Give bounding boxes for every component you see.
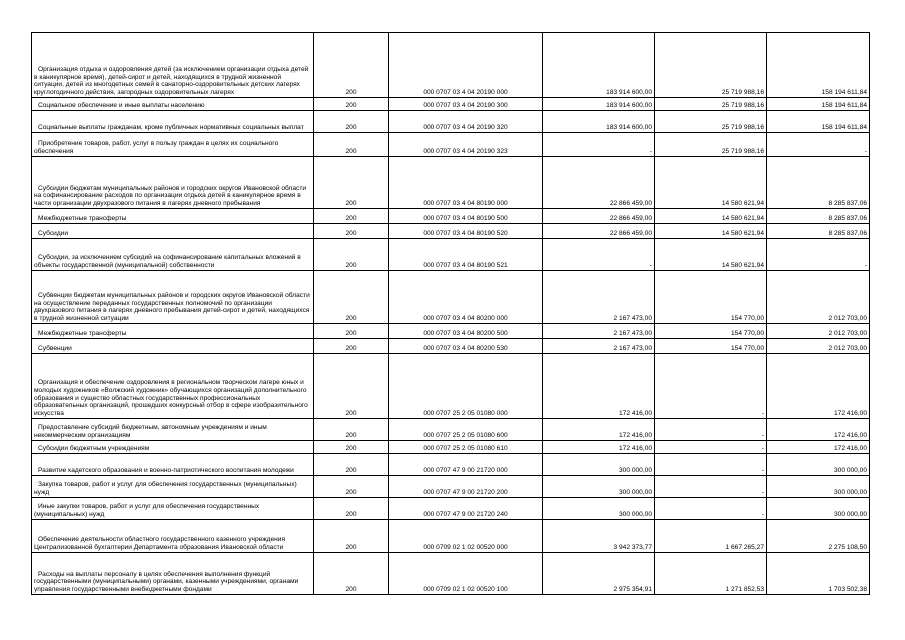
- row-name: Предоставление субсидий бюджетным, автономным учреждениям и иным некоммерческим организациям: [32, 419, 314, 441]
- row-executed: 154 770,00: [655, 324, 767, 339]
- row-full-code: 000 0707 03 4 04 80190 500: [389, 209, 543, 224]
- row-code: 200: [314, 324, 389, 339]
- row-approved: 2 975 354,91: [543, 553, 655, 595]
- row-name: Межбюджетные трансферты: [32, 324, 314, 339]
- table-row: [32, 98, 870, 111]
- row-executed: 14 580 621,94: [655, 224, 767, 239]
- row-full-code: 000 0707 47 9 00 21720 240: [389, 498, 543, 520]
- row-approved: 172 416,00: [543, 354, 655, 419]
- row-executed: -: [655, 476, 767, 498]
- row-executed: 25 719 988,16: [655, 111, 767, 133]
- row-name: Субсидии бюджетным учреждениям: [32, 441, 314, 454]
- row-code: 200: [314, 354, 389, 419]
- row-full-code: 000 0707 03 4 04 20190 000: [389, 33, 543, 98]
- table-row: [32, 339, 870, 354]
- row-approved: 2 167 473,00: [543, 271, 655, 324]
- row-full-code: 000 0707 03 4 04 80190 000: [389, 157, 543, 209]
- row-approved: 2 167 473,00: [543, 324, 655, 339]
- table-row: [32, 133, 870, 157]
- row-unexecuted: 300 000,00: [767, 498, 870, 520]
- row-approved: 22 866 459,00: [543, 209, 655, 224]
- row-full-code: 000 0707 03 4 04 80190 521: [389, 239, 543, 271]
- row-full-code: 000 0709 02 1 02 00520 100: [389, 553, 543, 595]
- row-full-code: 000 0707 03 4 04 80200 500: [389, 324, 543, 339]
- table-row: [32, 111, 870, 133]
- row-name: Социальное обеспечение и иные выплаты населению: [32, 98, 314, 111]
- row-full-code: 000 0707 25 2 05 01080 610: [389, 441, 543, 454]
- row-approved: 22 866 459,00: [543, 157, 655, 209]
- table-row: [32, 476, 870, 498]
- row-full-code: 000 0707 03 4 04 80200 530: [389, 339, 543, 354]
- row-code: 200: [314, 133, 389, 157]
- table-row: [32, 553, 870, 595]
- row-unexecuted: 300 000,00: [767, 454, 870, 476]
- table-row: [32, 224, 870, 239]
- row-executed: -: [655, 354, 767, 419]
- row-executed: -: [655, 454, 767, 476]
- row-unexecuted: 8 285 837,06: [767, 224, 870, 239]
- row-code: 200: [314, 271, 389, 324]
- row-code: 200: [314, 111, 389, 133]
- row-unexecuted: 1 703 502,38: [767, 553, 870, 595]
- row-code: 200: [314, 339, 389, 354]
- row-name: Развитие кадетского образования и военно-патриотического воспитания молодежи: [32, 454, 314, 476]
- row-approved: -: [543, 133, 655, 157]
- budget-table: [31, 32, 870, 595]
- row-unexecuted: 172 416,00: [767, 441, 870, 454]
- row-name: Субсидии, за исключением субсидий на софинансирование капитальных вложений в объекты государственной (муниципальной) собственности: [32, 239, 314, 271]
- row-approved: 300 000,00: [543, 498, 655, 520]
- table-row: [32, 498, 870, 520]
- row-unexecuted: 300 000,00: [767, 476, 870, 498]
- row-full-code: 000 0707 03 4 04 20190 323: [389, 133, 543, 157]
- row-approved: 183 914 600,00: [543, 98, 655, 111]
- row-code: 200: [314, 553, 389, 595]
- row-unexecuted: 2 275 108,50: [767, 520, 870, 553]
- row-approved: 300 000,00: [543, 454, 655, 476]
- row-approved: -: [543, 239, 655, 271]
- table-row: [32, 209, 870, 224]
- row-approved: 3 942 373,77: [543, 520, 655, 553]
- row-full-code: 000 0707 47 9 00 21720 000: [389, 454, 543, 476]
- row-full-code: 000 0707 47 9 00 21720 200: [389, 476, 543, 498]
- row-code: 200: [314, 209, 389, 224]
- row-unexecuted: 2 012 703,00: [767, 271, 870, 324]
- row-name: Социальные выплаты гражданам, кроме публичных нормативных социальных выплат: [32, 111, 314, 133]
- row-executed: -: [655, 419, 767, 441]
- row-approved: 183 914 600,00: [543, 111, 655, 133]
- row-name: Организация и обеспечение оздоровления в региональном творческом лагере юных и молодых художников «Волжский художник» обучающихся организаций дополнительного образования и существо областных государственных профессиональных образовательных организаций, прошедших конкурсный отбор в сфере изобразительного искусства: [32, 354, 314, 419]
- row-executed: 1 271 852,53: [655, 553, 767, 595]
- row-executed: 14 580 621,94: [655, 209, 767, 224]
- row-executed: -: [655, 441, 767, 454]
- row-name: Приобретение товаров, работ, услуг в пользу граждан в целях их социального обеспечения: [32, 133, 314, 157]
- row-code: 200: [314, 33, 389, 98]
- row-full-code: 000 0709 02 1 02 00520 000: [389, 520, 543, 553]
- row-code: 200: [314, 239, 389, 271]
- row-name: Субсидии бюджетам муниципальных районов и городских округов Ивановской области на софинансирование расходов по организации отдыха детей в каникулярное время в части организации двухразового питания в лагерях дневного пребывания: [32, 157, 314, 209]
- row-name: Субвенции бюджетам муниципальных районов и городских округов Ивановской области на осуществление переданных государственных полномочий по организации двухразового питания в лагерях дневного пребывания детей-сирот и детей, находящихся в трудной жизненной ситуации: [32, 271, 314, 324]
- row-approved: 172 416,00: [543, 419, 655, 441]
- row-approved: 172 416,00: [543, 441, 655, 454]
- table-row: [32, 441, 870, 454]
- row-name: Расходы на выплаты персоналу в целях обеспечения выполнения функций государственными (муниципальными) органами, казенными учреждениями, органами управления государственными внебюджетными фондами: [32, 553, 314, 595]
- table-row: [32, 271, 870, 324]
- row-unexecuted: 172 416,00: [767, 354, 870, 419]
- row-code: 200: [314, 454, 389, 476]
- row-unexecuted: 8 285 837,06: [767, 157, 870, 209]
- row-code: 200: [314, 498, 389, 520]
- row-unexecuted: 2 012 703,00: [767, 339, 870, 354]
- row-unexecuted: -: [767, 133, 870, 157]
- row-approved: 22 866 459,00: [543, 224, 655, 239]
- table-row: [32, 454, 870, 476]
- table-row: [32, 157, 870, 209]
- table-row: [32, 354, 870, 419]
- row-unexecuted: 8 285 837,06: [767, 209, 870, 224]
- row-approved: 183 914 600,00: [543, 33, 655, 98]
- row-code: 200: [314, 224, 389, 239]
- row-full-code: 000 0707 25 2 05 01080 600: [389, 419, 543, 441]
- row-executed: 154 770,00: [655, 271, 767, 324]
- row-executed: 25 719 988,16: [655, 98, 767, 111]
- row-executed: 1 667 265,27: [655, 520, 767, 553]
- row-code: 200: [314, 520, 389, 553]
- row-name: Субсидии: [32, 224, 314, 239]
- row-unexecuted: 158 194 611,84: [767, 33, 870, 98]
- row-executed: 14 580 621,94: [655, 239, 767, 271]
- row-code: 200: [314, 157, 389, 209]
- row-full-code: 000 0707 25 2 05 01080 000: [389, 354, 543, 419]
- row-code: 200: [314, 441, 389, 454]
- row-unexecuted: 2 012 703,00: [767, 324, 870, 339]
- row-name: Обеспечение деятельности областного государственного казенного учреждения Централизованной бухгалтерии Департамента образования Ивановской области: [32, 520, 314, 553]
- table-row: [32, 239, 870, 271]
- row-name: Закупка товаров, работ и услуг для обеспечения государственных (муниципальных) нужд: [32, 476, 314, 498]
- row-unexecuted: 172 416,00: [767, 419, 870, 441]
- row-approved: 2 167 473,00: [543, 339, 655, 354]
- row-name: Организация отдыха и оздоровления детей (за исключением организации отдыха детей в каникулярное время), детей-сирот и детей, находящихся в трудной жизненной ситуации, детей из многодетных семей в санаторно-оздоровительных детских лагерях круглогодичного действия, загородных оздоровительных лагерях: [32, 33, 314, 98]
- row-full-code: 000 0707 03 4 04 20190 300: [389, 98, 543, 111]
- table-row: [32, 419, 870, 441]
- row-code: 200: [314, 98, 389, 111]
- row-executed: 25 719 988,16: [655, 133, 767, 157]
- row-unexecuted: 158 194 611,84: [767, 98, 870, 111]
- row-code: 200: [314, 476, 389, 498]
- row-executed: 25 719 988,16: [655, 33, 767, 98]
- row-unexecuted: -: [767, 239, 870, 271]
- row-name: Межбюджетные трансферты: [32, 209, 314, 224]
- row-code: 200: [314, 419, 389, 441]
- row-full-code: 000 0707 03 4 04 20190 320: [389, 111, 543, 133]
- row-executed: 154 770,00: [655, 339, 767, 354]
- table-row: [32, 324, 870, 339]
- table-row: [32, 520, 870, 553]
- row-executed: -: [655, 498, 767, 520]
- row-full-code: 000 0707 03 4 04 80190 520: [389, 224, 543, 239]
- row-full-code: 000 0707 03 4 04 80200 000: [389, 271, 543, 324]
- row-approved: 300 000,00: [543, 476, 655, 498]
- table-row: [32, 33, 870, 98]
- row-executed: 14 580 621,94: [655, 157, 767, 209]
- row-name: Иные закупки товаров, работ и услуг для обеспечения государственных (муниципальных) нужд: [32, 498, 314, 520]
- row-name: Субвенции: [32, 339, 314, 354]
- row-unexecuted: 158 194 611,84: [767, 111, 870, 133]
